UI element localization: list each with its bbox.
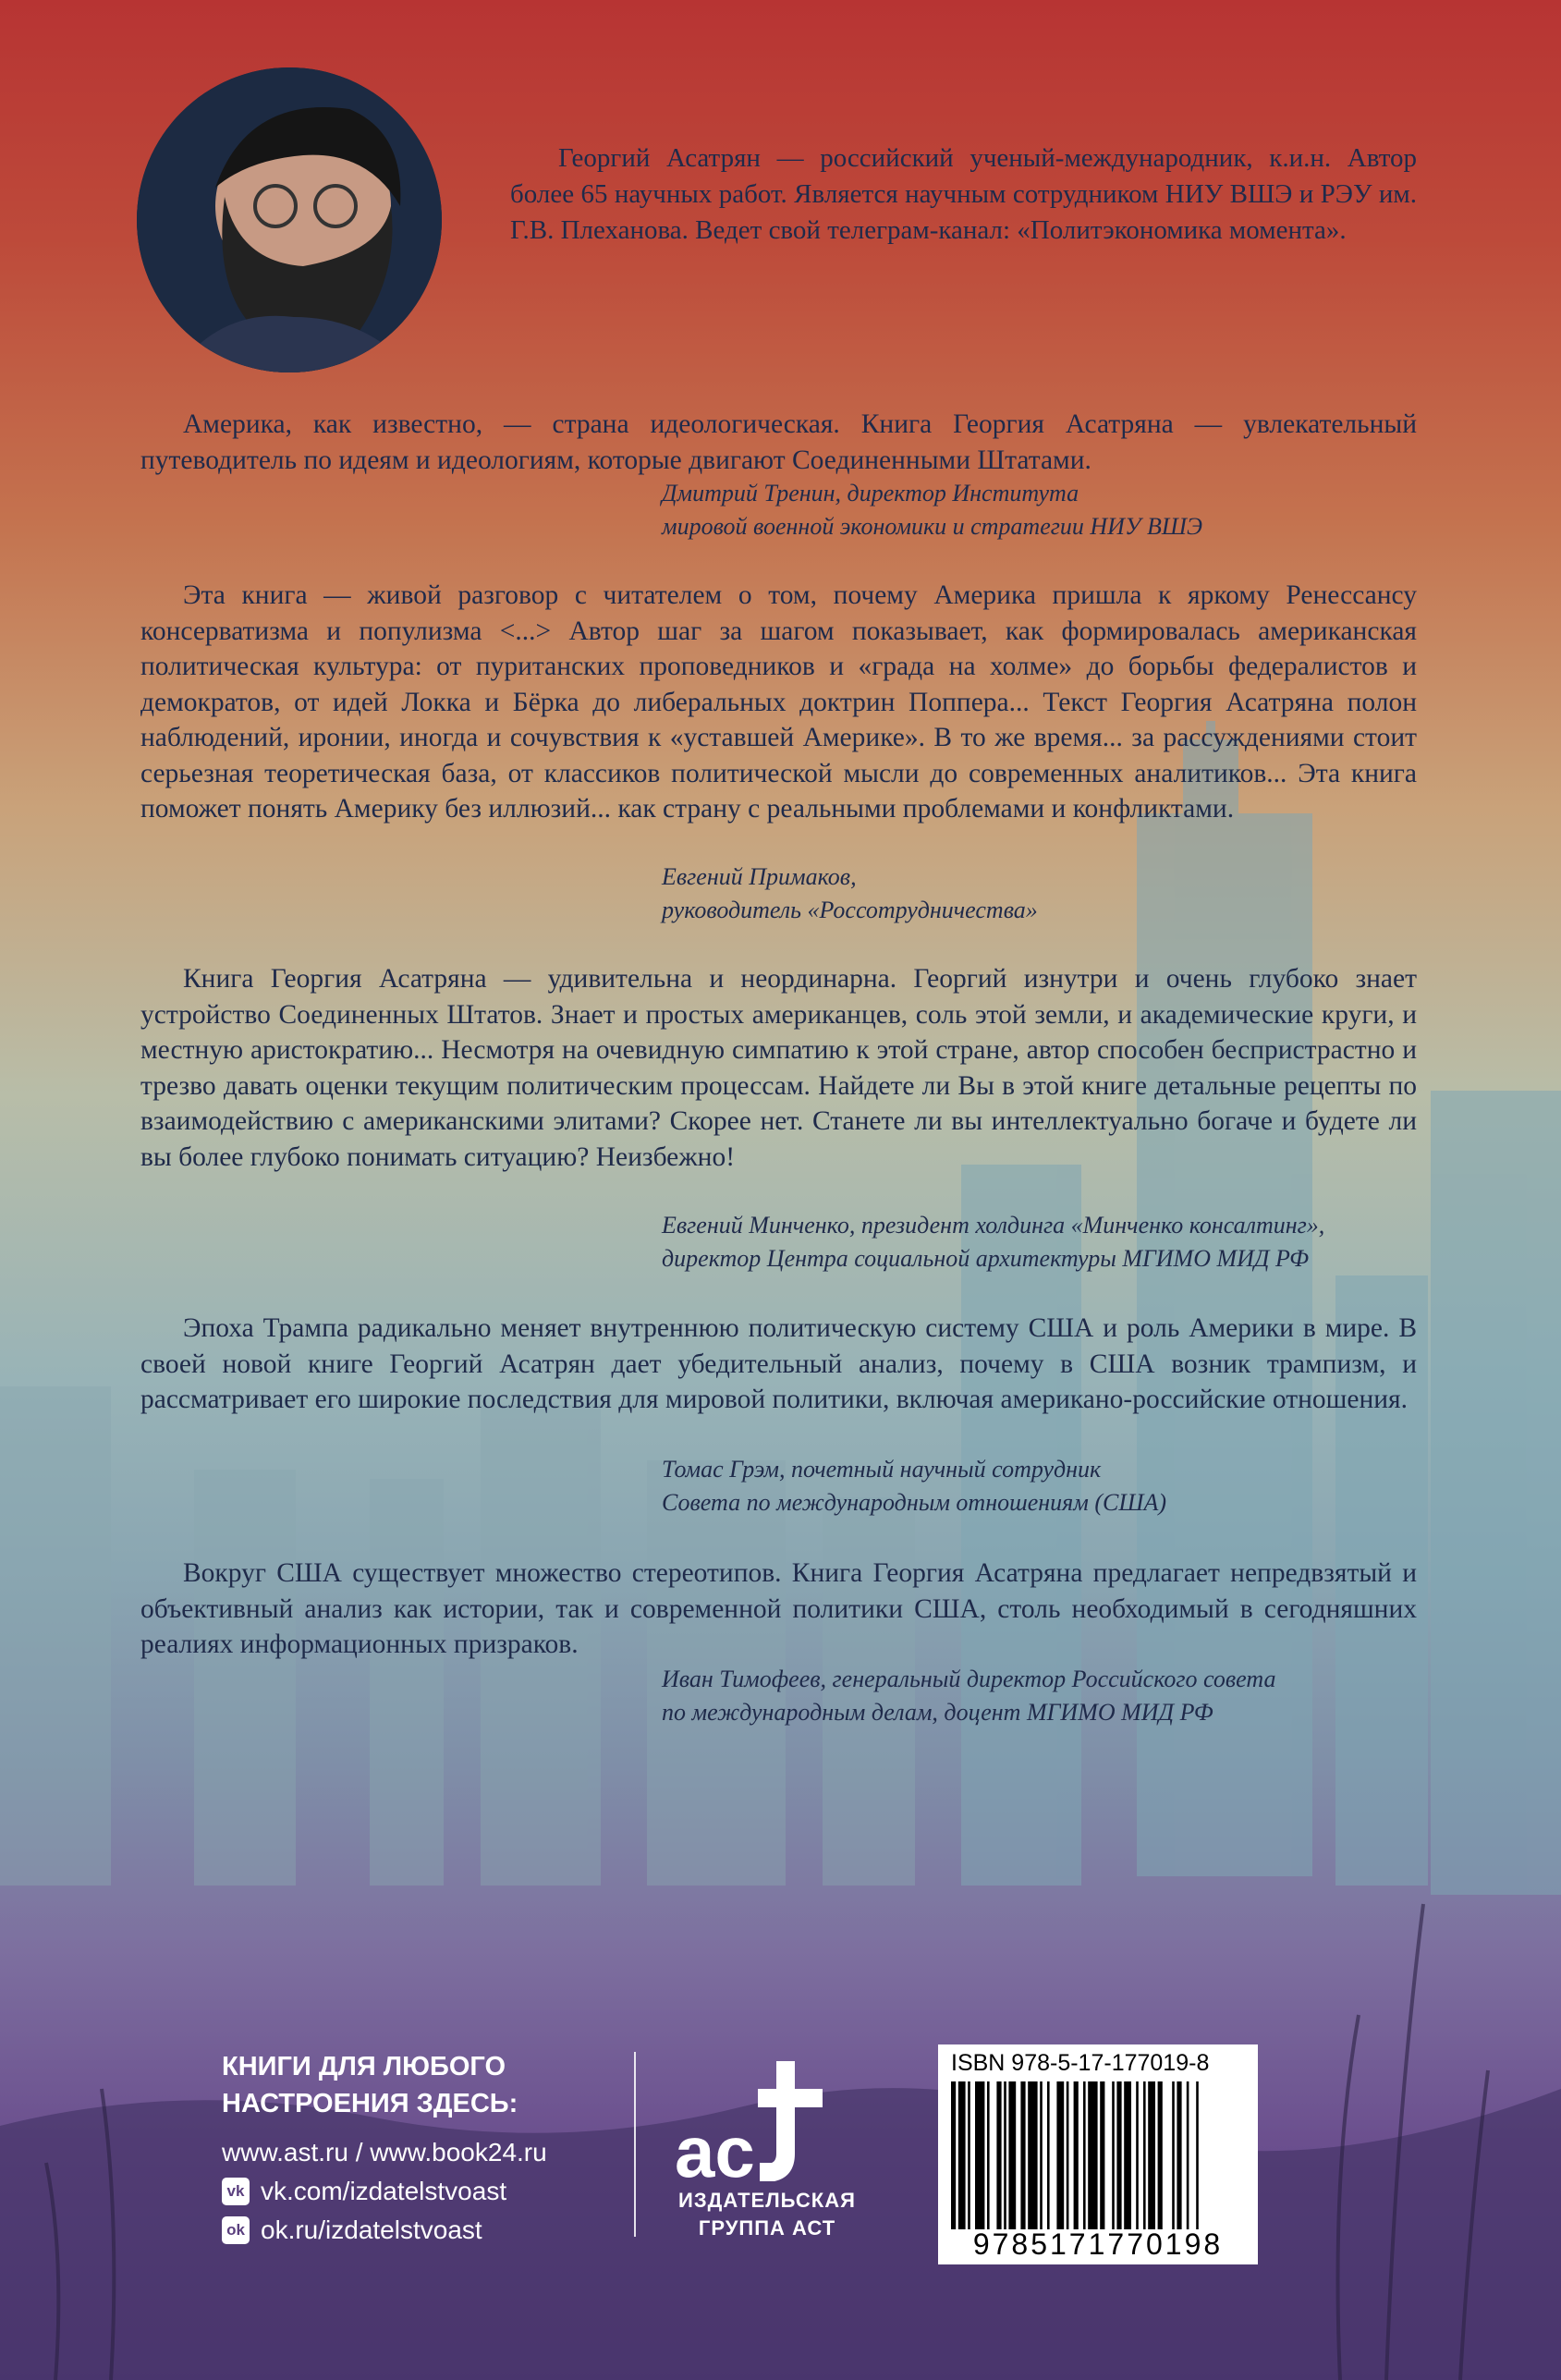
- barcode-bar: [1196, 2081, 1199, 2229]
- barcode-bar: [1136, 2081, 1139, 2229]
- barcode-bar: [1100, 2081, 1104, 2229]
- barcode-bar: [1040, 2081, 1043, 2229]
- barcode-bar: [1187, 2081, 1189, 2229]
- barcode-bar: [1020, 2081, 1025, 2229]
- quote-2-attribution: [662, 860, 1494, 927]
- attribution-line: руководитель «Россотрудничества»: [662, 897, 1038, 923]
- isbn-label: ISBN 978-5-17-177019-8: [951, 2050, 1210, 2076]
- barcode-bar: [996, 2081, 1001, 2229]
- author-photo: [137, 67, 442, 372]
- barcode-bar: [1148, 2081, 1155, 2229]
- barcode-bar: [1116, 2081, 1121, 2229]
- barcode-bar: [1074, 2081, 1079, 2229]
- barcode-bar: [1056, 2081, 1064, 2229]
- quote-5-attribution: [662, 1663, 1494, 1729]
- barcode-bar: [958, 2081, 966, 2229]
- barcode-bar: [1124, 2081, 1131, 2229]
- barcode-bar: [1158, 2081, 1163, 2229]
- promo-block: [222, 2048, 547, 2250]
- barcode-bar: [1112, 2081, 1115, 2229]
- publisher-line: ГРУППА АСТ: [698, 2216, 836, 2240]
- vk-link[interactable]: [222, 2172, 547, 2211]
- vk-link-text[interactable]: vk.com/izdatelstvoast: [261, 2177, 507, 2205]
- barcode-bar: [1067, 2081, 1069, 2229]
- barcode-bar: [1177, 2081, 1181, 2229]
- attribution-line: Дмитрий Тренин, директор Института: [662, 480, 1079, 507]
- barcode-bar: [1047, 2081, 1050, 2229]
- barcode-bar: [1004, 2081, 1006, 2229]
- publisher-line: ИЗДАТЕЛЬСКАЯ: [678, 2189, 856, 2212]
- promo-sites[interactable]: [222, 2133, 547, 2172]
- quote-2-text: Эта книга — живой разговор с читателем о том, почему Америка пришла к яркому Ренессансу консерватизма и популизма <...> Автор шаг за шагом показывает, как формировалась американская политическая культура: от пуританских проповедников и «града на холме» до борьбы федералистов и демократов, от идей Локка и Бёрка до либеральных доктрин Поппера... Текст Георгия Асатряна полон наблюдений, иронии, иногда и сочувствия к «уставшей Америке». В то же время... за рассуждениями стоит серьезная теоретическая база, от классиков политической мысли до современных аналитиков... Эта книга поможет понять Америку без иллюзий... как страну с реальными проблемами и конфликтами.: [140, 580, 1417, 824]
- quote-4-attribution: [662, 1453, 1494, 1520]
- attribution-line: Евгений Примаков,: [662, 863, 857, 890]
- barcode-bar: [951, 2081, 956, 2229]
- barcode-bar: [975, 2081, 984, 2229]
- svg-text:ac: ac: [675, 2111, 755, 2192]
- barcode-bar: [987, 2081, 990, 2229]
- promo-title: КНИГИ ДЛЯ ЛЮБОГО: [222, 2052, 506, 2081]
- attribution-line: мировой военной экономики и стратегии НИУ ВШЭ: [662, 513, 1202, 540]
- attribution-line: Иван Тимофеев, генеральный директор Российского совета: [662, 1666, 1276, 1692]
- attribution-line: Совета по международным отношениям (США): [662, 1489, 1166, 1516]
- barcode-bar: [1172, 2081, 1175, 2229]
- ok-link[interactable]: [222, 2211, 547, 2250]
- quote-3-text: Книга Георгия Асатряна — удивительна и неординарна. Георгий изнутри и очень глубоко знает устройство Соединенных Штатов. Знает и простых американцев, соль этой земли, и академические круги, и местную аристократию... Несмотря на очевидную симпатию к этой стране, автор способен беспристрастно и трезво давать оценки текущим политическим процессам. Найдете ли Вы в этой книге детальные рецепты по взаимодействию с американскими элитами? Скорее нет. Станете ли вы интеллектуально богаче и будете ли вы более глубоко понимать ситуацию? Неизбежно!: [140, 964, 1417, 1172]
- publisher-name: [647, 2187, 887, 2242]
- quote-4-text: Эпоха Трампа радикально меняет внутреннюю политическую систему США и роль Америки в мире. В своей новой книге Георгий Асатрян дает убедительный анализ, почему в США возник трампизм, и рассматривает его широкие последствия для мировой политики, включая американо-российские отношения.: [140, 1313, 1417, 1414]
- promo-divider: [634, 2052, 636, 2237]
- attribution-line: директор Центра социальной архитектуры МГИМО МИД РФ: [662, 1245, 1310, 1272]
- barcode-bar: [1028, 2081, 1037, 2229]
- author-bio: Георгий Асатрян — российский ученый-международник, к.и.н. Автор более 65 научных работ. Является научным сотрудником НИУ ВШЭ и РЭУ им. Г.В. Плеханова. Ведет свой телеграм-канал: «Политэкономика момента».: [510, 143, 1417, 245]
- barcode-bar: [1083, 2081, 1086, 2229]
- sites-link[interactable]: www.ast.ru / www.book24.ru: [222, 2138, 547, 2166]
- quote-1-text: Америка, как известно, — страна идеологическая. Книга Георгия Асатряна — увлекательный путеводитель по идеям и идеологиям, которые двигают Соединенными Штатами.: [140, 409, 1417, 475]
- barcode-bar: [1143, 2081, 1146, 2229]
- barcode-bar: [968, 2081, 970, 2229]
- quote-1-attribution: [662, 477, 1494, 543]
- quote-3-attribution: [662, 1209, 1494, 1275]
- barcode-bars: [951, 2081, 1245, 2229]
- attribution-line: Евгений Минченко, президент холдинга «Минченко консалтинг»,: [662, 1212, 1325, 1239]
- isbn-barcode: [938, 2044, 1258, 2264]
- barcode-bar: [1088, 2081, 1097, 2229]
- quote-5-text: Вокруг США существует множество стереотипов. Книга Георгия Асатряна предлагает непредвзятый и объективный анализ как истории, так и современной политики США, столь необходимый в сегодняшних реалиях информационных призраков.: [140, 1558, 1417, 1659]
- isbn-digits: 9785171770198: [972, 2227, 1224, 2261]
- barcode-bar: [1008, 2081, 1016, 2229]
- attribution-line: Томас Грэм, почетный научный сотрудник: [662, 1456, 1102, 1483]
- ok-link-text[interactable]: ok.ru/izdatelstvoast: [261, 2215, 482, 2244]
- vk-icon: vk: [222, 2178, 250, 2205]
- ok-icon: ok: [222, 2216, 250, 2244]
- promo-title: НАСТРОЕНИЯ ЗДЕСЬ:: [222, 2089, 518, 2118]
- attribution-line: по международным делам, доцент МГИМО МИД РФ: [662, 1699, 1213, 1726]
